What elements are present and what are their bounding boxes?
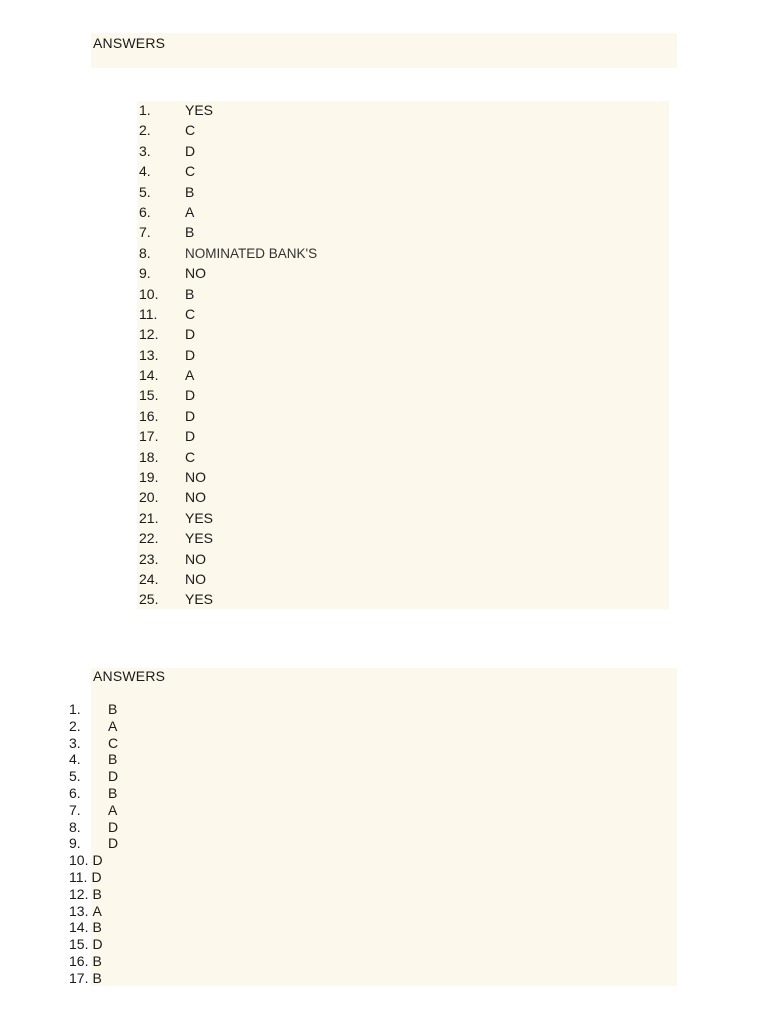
- list-item: [69, 751, 118, 768]
- item-answer: B: [92, 969, 102, 986]
- item-answer: C: [108, 734, 119, 751]
- list-item: [69, 919, 118, 936]
- item-number: 3.: [139, 142, 151, 159]
- item-answer: B: [185, 224, 195, 241]
- item-number: 6.: [139, 203, 151, 220]
- list-item: [139, 549, 317, 569]
- item-number: 5.: [139, 183, 151, 200]
- item-answer: D: [185, 326, 196, 343]
- item-number: 9.: [69, 835, 81, 852]
- item-number: 7.: [69, 801, 81, 818]
- item-answer: D: [108, 835, 119, 852]
- item-answer: B: [108, 784, 118, 801]
- item-answer: D: [185, 428, 196, 445]
- item-number: 24.: [139, 570, 159, 587]
- list-item: [139, 345, 317, 365]
- list-item: [139, 365, 317, 385]
- item-answer: D: [108, 818, 119, 835]
- answers-header-band-1: [91, 33, 677, 68]
- item-number: 4.: [139, 163, 151, 180]
- item-number: 16.: [139, 407, 159, 424]
- item-answer: D: [185, 407, 196, 424]
- list-item: [139, 304, 317, 324]
- list-item: [69, 903, 118, 920]
- item-number: 25.: [139, 591, 159, 608]
- item-number: 3.: [69, 734, 81, 751]
- item-number: 14.: [139, 367, 159, 384]
- list-item: [139, 284, 317, 304]
- list-item: [139, 100, 317, 120]
- item-answer: B: [92, 919, 102, 936]
- item-number: 1.: [139, 102, 151, 118]
- list-item: [139, 222, 317, 242]
- list-item: [139, 120, 317, 140]
- item-answer: B: [108, 751, 118, 768]
- list-item: [139, 385, 317, 405]
- list-item: [69, 936, 118, 953]
- item-number: 17.: [69, 969, 89, 986]
- item-number: 13.: [139, 346, 159, 363]
- item-answer: D: [92, 852, 103, 869]
- item-answer: A: [185, 203, 195, 220]
- item-number: 2.: [139, 122, 151, 139]
- item-answer: NO: [185, 265, 206, 282]
- list-item: [139, 263, 317, 283]
- item-answer: NO: [185, 570, 206, 587]
- item-answer: B: [92, 952, 102, 969]
- section-title-1: ANSWERS: [93, 35, 166, 51]
- list-item: [69, 970, 118, 987]
- list-item: [69, 768, 118, 785]
- answers-block-2: [91, 668, 677, 986]
- list-item: [69, 953, 118, 970]
- item-number: 11.: [139, 305, 158, 322]
- list-item: [69, 852, 118, 869]
- item-answer: A: [185, 367, 195, 384]
- item-number: 20.: [139, 489, 159, 506]
- item-number: 11.: [69, 868, 88, 885]
- item-answer: YES: [185, 591, 214, 608]
- list-item: [139, 161, 317, 181]
- list-item: [69, 785, 118, 802]
- answers-list-2: [69, 701, 118, 987]
- list-item: [139, 467, 317, 487]
- item-number: 10.: [139, 285, 159, 302]
- list-item: [139, 447, 317, 467]
- item-number: 13.: [69, 902, 89, 919]
- list-item: [69, 802, 118, 819]
- list-item: [139, 324, 317, 344]
- list-item: [139, 589, 317, 609]
- item-answer: C: [185, 163, 196, 180]
- list-item: [139, 243, 317, 263]
- list-item: [69, 869, 118, 886]
- item-number: 6.: [69, 784, 81, 801]
- item-answer: D: [91, 868, 102, 885]
- item-number: 10.: [69, 852, 89, 869]
- list-item: [69, 718, 118, 735]
- item-answer: A: [108, 717, 118, 734]
- item-answer: D: [108, 768, 119, 785]
- item-answer: C: [185, 448, 196, 465]
- item-answer: C: [185, 122, 196, 139]
- list-item: [69, 886, 118, 903]
- item-answer: YES: [185, 509, 214, 526]
- list-item: [69, 701, 118, 718]
- list-item: [139, 487, 317, 507]
- item-number: 12.: [139, 326, 159, 343]
- list-item: [69, 819, 118, 836]
- item-number: 5.: [69, 768, 81, 785]
- item-number: 14.: [69, 919, 89, 936]
- item-number: 4.: [69, 751, 81, 768]
- item-number: 9.: [139, 265, 151, 282]
- list-item: [69, 735, 118, 752]
- item-answer: D: [92, 936, 103, 953]
- item-number: 8.: [69, 818, 81, 835]
- item-number: 19.: [139, 469, 159, 486]
- item-answer: B: [185, 285, 195, 302]
- item-number: 12.: [69, 885, 89, 902]
- answers-list-1: [139, 100, 317, 610]
- item-number: 7.: [139, 224, 151, 241]
- item-answer: C: [185, 305, 196, 322]
- item-answer: YES: [185, 530, 214, 547]
- item-answer: A: [92, 902, 102, 919]
- item-answer: NOMINATED BANK'S: [185, 245, 318, 261]
- list-item: [139, 508, 317, 528]
- item-answer: NO: [185, 469, 206, 486]
- item-answer: D: [185, 346, 196, 363]
- item-answer: D: [185, 387, 196, 404]
- list-item: [139, 141, 317, 161]
- list-item: [139, 426, 317, 446]
- item-answer: B: [108, 701, 118, 717]
- item-answer: NO: [185, 489, 206, 506]
- section-title-2: ANSWERS: [93, 668, 166, 684]
- item-answer: NO: [185, 550, 206, 567]
- item-answer: YES: [185, 102, 214, 118]
- item-number: 22.: [139, 530, 159, 547]
- item-number: 17.: [139, 428, 159, 445]
- item-number: 15.: [139, 387, 159, 404]
- item-answer: B: [185, 183, 195, 200]
- item-number: 8.: [139, 244, 151, 261]
- item-number: 2.: [69, 717, 81, 734]
- item-number: 15.: [69, 936, 89, 953]
- list-item: [139, 569, 317, 589]
- list-item: [139, 182, 317, 202]
- list-item: [139, 406, 317, 426]
- list-item: [139, 202, 317, 222]
- list-item: [69, 835, 118, 852]
- list-item: [139, 528, 317, 548]
- item-answer: D: [185, 142, 196, 159]
- item-number: 23.: [139, 550, 159, 567]
- item-answer: A: [108, 801, 118, 818]
- item-number: 18.: [139, 448, 159, 465]
- item-number: 16.: [69, 952, 89, 969]
- item-number: 21.: [139, 509, 159, 526]
- item-answer: B: [92, 885, 102, 902]
- item-number: 1.: [69, 701, 81, 717]
